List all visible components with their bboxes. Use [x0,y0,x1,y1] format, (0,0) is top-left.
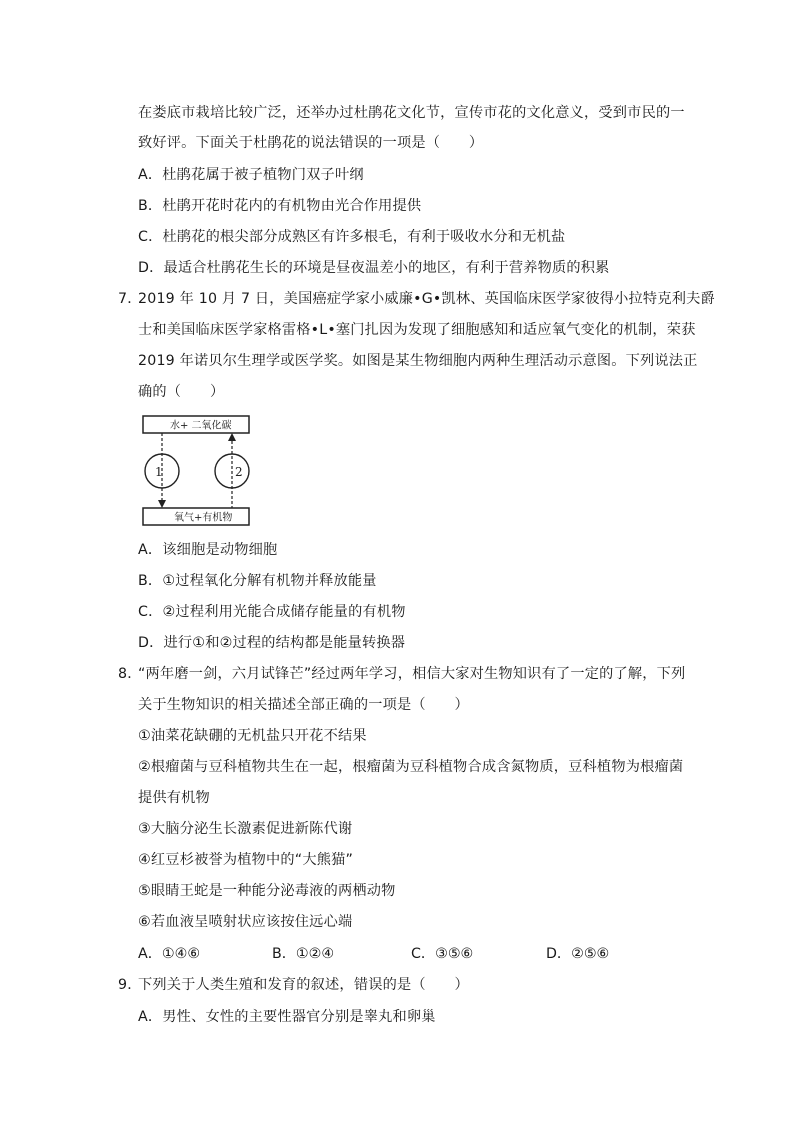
q8-choice-b: B．①②④ [272,946,335,962]
q9-option-a: A．男性、女性的主要性器官分别是睾丸和卵巢 [138,1009,436,1025]
q7-stem-line-2: 士和美国临床医学家格雷格•L•塞门扎因为发现了细胞感知和适应氧气变化的机制，荣获 [138,322,696,338]
q7-option-a: A．该细胞是动物细胞 [138,542,278,558]
process-2-label: 2 [235,465,243,479]
cell-process-diagram [142,413,252,529]
q8-statement-2: ②根瘤菌与豆科植物共生在一起，根瘤菌为豆科植物合成含氮物质，豆科植物为根瘤菌 [138,759,684,775]
q6-stem-line-2: 致好评。下面关于杜鹃花的说法错误的一项是（ ） [138,135,484,151]
q8-stem-line-2: 关于生物知识的相关描述全部正确的一项是（ ） [138,697,469,713]
bottom-box-label: 氧气+有机物 [174,512,233,524]
q6-stem-line-1: 在娄底市栽培比较广泛，还举办过杜鹃花文化节，宣传市花的文化意义，受到市民的一 [138,105,685,121]
q9-stem: 下列关于人类生殖和发育的叙述，错误的是（ ） [138,977,469,993]
q7-stem-line-1: 2019 年 10 月 7 日，美国癌症学家小威廉•G•凯林、英国临床医学家彼得小拉特克利夫爵 [138,291,715,307]
process-1-arrowhead [158,500,166,508]
q7-stem-line-4: 确的（ ） [138,384,225,400]
q9-number: 9． [118,977,142,993]
q6-option-a: A．杜鹃花属于被子植物门双子叶纲 [138,167,364,183]
q8-number: 8． [118,666,142,682]
q8-choices [138,944,678,964]
q6-option-d: D．最适合杜鹃花生长的环境是昼夜温差小的地区，有利于营养物质的积累 [138,260,610,276]
q7-option-b: B．①过程氧化分解有机物并释放能量 [138,573,377,589]
q8-choice-d: D．②⑤⑥ [546,946,610,962]
q8-statement-2-cont: 提供有机物 [138,790,210,806]
q8-statement-1: ①油菜花缺硼的无机盐只开花不结果 [138,728,367,744]
q7-number: 7． [118,291,142,307]
q7-option-d: D．进行①和②过程的结构都是能量转换器 [138,635,406,651]
process-2-arrowhead [228,433,236,441]
top-box-label: 水+ 二氧化碳 [170,420,232,432]
process-1-label: 1 [155,465,163,479]
q6-option-c: C．杜鹃花的根尖部分成熟区有许多根毛，有利于吸收水分和无机盐 [138,229,566,245]
q7-stem-line-3: 2019 年诺贝尔生理学或医学奖。如图是某生物细胞内两种生理活动示意图。下列说法正 [138,353,698,369]
q7-option-c: C．②过程利用光能合成储存能量的有机物 [138,604,406,620]
q8-choice-a: A．①④⑥ [138,946,201,962]
q7-cell-diagram [142,413,252,529]
q8-statement-4: ④红豆杉被誉为植物中的“大熊猫” [138,852,354,868]
q8-statement-6: ⑥若血液呈喷射状应该按住远心端 [138,914,353,930]
q6-option-b: B．杜鹃开花时花内的有机物由光合作用提供 [138,198,422,214]
q8-statement-3: ③大脑分泌生长激素促进新陈代谢 [138,821,353,837]
q8-statement-5: ⑤眼睛王蛇是一种能分泌毒液的两栖动物 [138,883,396,899]
q8-stem-line-1: “两年磨一剑，六月试锋芒”经过两年学习，相信大家对生物知识有了一定的了解，下列 [138,666,686,682]
q8-choice-c: C．③⑤⑥ [411,946,474,962]
